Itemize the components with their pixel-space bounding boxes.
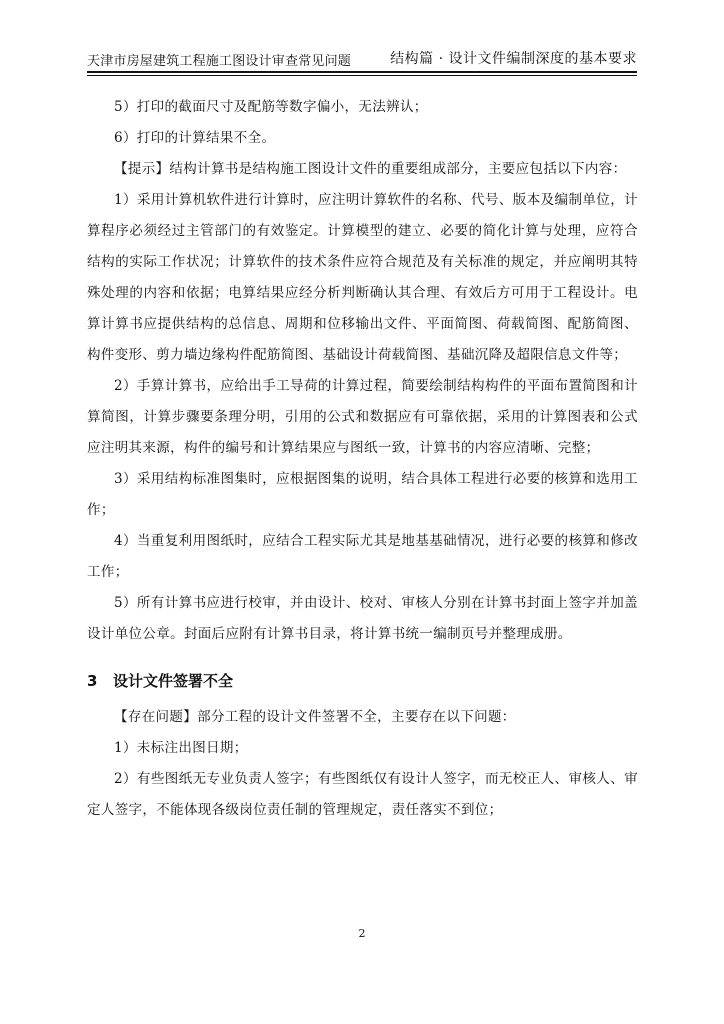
section-title: 设计文件签署不全 (113, 672, 234, 690)
paragraph-tip-intro: 【提示】结构计算书是结构施工图设计文件的重要组成部分，主要应包括以下内容： (114, 161, 627, 177)
page-body (87, 92, 638, 826)
header-section-title: 结构篇 · 设计文件编制深度的基本要求 (390, 51, 637, 67)
section-heading (87, 666, 638, 696)
paragraph-problem-intro: 【存在问题】部分工程的设计文件签署不全，主要存在以下问题： (114, 709, 516, 725)
page-number: 2 (358, 927, 366, 940)
header-rule-thin (87, 75, 637, 76)
section-number: 3 (87, 672, 98, 690)
paragraph-tip-4: 4）当重复利用图纸时，应结合工程实际尤其是地基基础情况，进行必要的核算和修改工作； (87, 533, 638, 580)
paragraph-item-6: 6）打印的计算结果不全。 (114, 130, 276, 146)
paragraph-tip-1: 1）采用计算机软件进行计算时，应注明计算软件的名称、代号、版本及编制单位，计算程序必须经过主管部门的有效鉴定。计算模型的建立、必要的简化计算与处理，应符合结构的实际工作状况；计算软件的技术条件应符合规范及有关标准的规定，并应阐明其特殊处理的内容和依据；电算结果应经分析判断确认其合理、有效后方可用于工程设计。电算计算书应提供结构的总信息、周期和位移输出文件、平面简图、荷载简图、配筋简图、构件变形、剪力墙边缘构件配筋简图、基础设计荷载简图、基础沉降及超限信息文件等； (87, 192, 638, 363)
paragraph-tip-3: 3）采用结构标准图集时，应根据图集的说明，结合具体工程进行必要的核算和选用工作； (87, 471, 638, 518)
paragraph-problem-1: 1）未标注出图日期； (114, 740, 248, 756)
paragraph-item-5: 5）打印的截面尺寸及配筋等数字偏小，无法辨认； (114, 99, 428, 115)
paragraph-problem-2: 2）有些图纸无专业负责人签字；有些图纸仅有设计人签字，而无校正人、审核人、审定人签字，不能体现各级岗位责任制的管理规定，责任落实不到位； (87, 771, 638, 818)
paragraph-tip-5: 5）所有计算书应进行校审，并由设计、校对、审核人分别在计算书封面上签字并加盖设计单位公章。封面后应附有计算书目录，将计算书统一编制页号并整理成册。 (87, 595, 638, 642)
header-rule-thick (87, 71, 637, 73)
page-header (87, 50, 637, 72)
paragraph-tip-2: 2）手算计算书，应给出手工导荷的计算过程，简要绘制结构构件的平面布置简图和计算简图，计算步骤要条理分明，引用的公式和数据应有可靠依据，采用的计算图表和公式应注明其来源，构件的编号和计算结果应与图纸一致，计算书的内容应清晰、完整； (87, 378, 638, 456)
header-document-title: 天津市房屋建筑工程施工图设计审查常见问题 (87, 54, 352, 69)
